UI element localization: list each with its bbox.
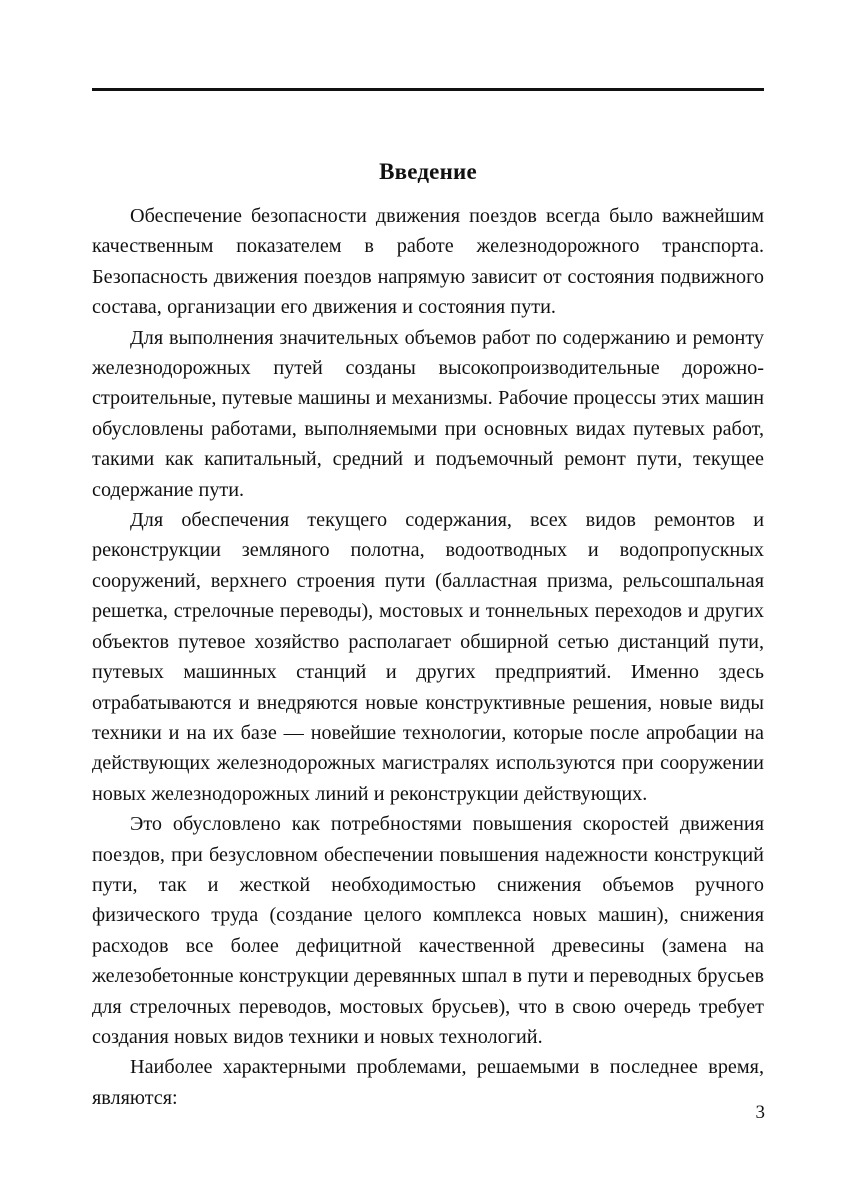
paragraph: Наиболее характерными проблемами, решаемыми в последнее время, являются: <box>92 1056 764 1109</box>
header-rule <box>92 88 764 91</box>
paragraph: Это обусловлено как потребностями повышения скоростей движения поездов, при безусловном обеспечении повышения надежности конструкций пути, так и жесткой необходимостью снижения объемов ручного физического труда (создание целого комплекса новых машин), снижения расходов все более дефицитной качественной древесины (замена на железобетонные конструкции деревянных шпал в пути и переводных брусьев для стрелочных переводов, мостовых брусьев), что в свою очередь требует создания новых видов техники и новых технологий. <box>92 813 764 1048</box>
page-title: Введение <box>379 159 477 184</box>
paragraph: Обеспечение безопасности движения поездов всегда было важнейшим качественным показателем в работе железнодорожного транспорта. Безопасность движения поездов напрямую зависит от состояния подвижного состава, организации его движения и состояния пути. <box>92 205 764 319</box>
paragraph: Для выполнения значительных объемов работ по содержанию и ремонту железнодорожных путей созданы высокопроизводительные дорожно-строительные, путевые машины и механизмы. Рабочие процессы этих машин обусловлены работами, выполняемыми при основных видах путевых работ, такими как капитальный, средний и подъемочный ремонт пути, текущее содержание пути. <box>92 326 764 501</box>
page-content <box>92 88 764 1113</box>
page-number: 3 <box>755 1102 765 1123</box>
body-text <box>92 201 764 1113</box>
paragraph: Для обеспечения текущего содержания, всех видов ремонтов и реконструкции земляного полотна, водоотводных и водопропускных сооружений, верхнего строения пути (балластная призма, рельсошпальная решетка, стрелочные переводы), мостовых и тоннельных переходов и других объектов путевое хозяйство располагает обширной сетью дистанций пути, путевых машинных станций и других предприятий. Именно здесь отрабатываются и внедряются новые конструктивные решения, новые виды техники и на их базе — новейшие технологии, которые после апробации на действующих железнодорожных магистралях используются при сооружении новых железнодорожных линий и реконструкции действующих. <box>92 509 764 805</box>
